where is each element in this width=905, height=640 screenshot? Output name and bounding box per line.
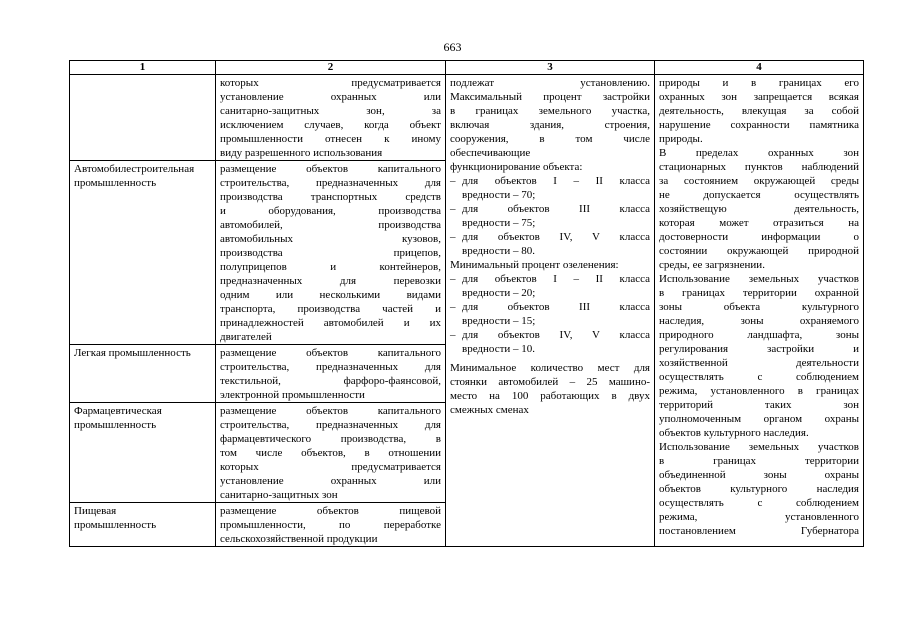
industry-description-line: промышленности, по переработке — [220, 519, 441, 531]
restrictions-text-line: уполномоченным органом охраны — [659, 413, 859, 425]
industry-description-line: промышленности отнесен к иному — [220, 133, 441, 145]
restrictions-text-line: наследия, зоны охраняемого — [659, 315, 859, 327]
industry-description-line: размещение объектов пищевой — [220, 505, 441, 517]
parameters-text-line: сооружения, в том числе — [450, 133, 650, 145]
industry-name-cell — [70, 503, 216, 547]
industry-description-line: строительства, предназначенных для — [220, 419, 441, 431]
dash-bullet: – — [450, 175, 456, 187]
industry-name: промышленность — [74, 177, 157, 189]
restrictions-text-line: охранных зон запрещается всякая — [659, 91, 859, 103]
industry-description-line: полуприцепов и контейнеров, — [220, 261, 441, 273]
restrictions-text-line: природного ландшафта, зоны — [659, 329, 859, 341]
industry-description-line: транспорта, производства частей и — [220, 303, 441, 315]
industry-description-line: принадлежностей автомобилей и их — [220, 317, 441, 329]
restrictions-text-line: не допускается осуществлять — [659, 189, 859, 201]
dash-bullet: – — [450, 329, 456, 341]
restrictions-text-line: зоны объекта культурного — [659, 301, 859, 313]
dash-bullet: – — [450, 231, 456, 243]
restrictions-text-line: хозяйствещую деятельность, — [659, 203, 859, 215]
restrictions-text-line: объектов культурного наследия. — [659, 427, 809, 439]
column-header: 2 — [216, 61, 446, 75]
restrictions-text-line: нарушение сохранности памятника — [659, 119, 859, 131]
industry-description-line: виду разрешенного использования — [220, 147, 383, 159]
restrictions-text-line: хозяйственной деятельности — [659, 357, 859, 369]
industry-description-line: и оборудования, производства — [220, 205, 441, 217]
restrictions-text-line: в границах территории охранной — [659, 287, 859, 299]
restrictions-text-line: природы и в границах его — [659, 77, 859, 89]
industry-description-line: размещение объектов капитального — [220, 163, 441, 175]
table-row — [70, 75, 864, 161]
list-item — [450, 272, 650, 300]
industry-name: Фармацевтическая — [74, 405, 162, 417]
column-header: 3 — [446, 61, 655, 75]
list-item — [450, 300, 650, 328]
list-item-text: для объектов IV, V класса вредности – 10. — [462, 329, 650, 355]
restrictions-text-line: природы. — [659, 133, 703, 145]
industry-name-cell — [70, 75, 216, 161]
industry-description-cell — [216, 75, 446, 161]
restrictions-text-line: осуществлять с соблюдением — [659, 371, 859, 383]
restrictions-text-line: В пределах охранных зон — [659, 147, 859, 159]
industry-description-line: установление охранных или — [220, 475, 441, 487]
parameters-text-line: обеспечивающие — [450, 147, 531, 159]
parking-text-line: смежных сменах — [450, 404, 529, 416]
industry-description-line: автомобильных кузовов, — [220, 233, 441, 245]
restrictions-text-line: которая может отразиться на — [659, 217, 859, 229]
industry-name: Автомобилестроительная — [74, 163, 195, 175]
industry-name: Легкая промышленность — [74, 347, 191, 359]
industry-description-line: двигателей — [220, 331, 272, 343]
industry-description-line: исключением случаев, когда объект — [220, 119, 441, 131]
zoning-table — [69, 60, 864, 547]
industry-description-line: том числе объектов, в отношении — [220, 447, 441, 459]
column-header: 1 — [70, 61, 216, 75]
industry-description-line: строительства, предназначенных для — [220, 361, 441, 373]
restrictions-text-line: Использование земельных участков — [659, 273, 859, 285]
restrictions-text-line: стационарных пунктов наблюдений — [659, 161, 859, 173]
column-header: 4 — [655, 61, 864, 75]
restrictions-text-line: осуществлять с соблюдением — [659, 497, 859, 509]
industry-description-cell — [216, 345, 446, 403]
industry-description-line: одним или несколькими видами — [220, 289, 441, 301]
industry-description-line: электронной промышленности — [220, 389, 365, 401]
list-item-text: для объектов III класса вредности – 75; — [462, 203, 650, 229]
parking-text-line: Минимальное количество мест для — [450, 362, 650, 374]
parameters-text-line: подлежат установлению. — [450, 77, 650, 89]
parameters-text-line: включая здания, строения, — [450, 119, 650, 131]
table-header-row — [70, 61, 864, 75]
restrictions-text-line: территорий таких зон — [659, 399, 859, 411]
industry-description-cell — [216, 403, 446, 503]
parking-text-line: стоянки автомобилей – 25 машино- — [450, 376, 650, 388]
parameters-text-line: в границах земельного участка, — [450, 105, 650, 117]
industry-description-line: размещение объектов капитального — [220, 405, 441, 417]
industry-description-line: которых предусматривается — [220, 461, 441, 473]
industry-name-cell — [70, 403, 216, 503]
industry-name: промышленность — [74, 419, 157, 431]
page-number: 663 — [443, 40, 462, 54]
industry-name: Пищевая — [74, 505, 117, 517]
restrictions-text-line: режима, установленного — [659, 511, 859, 523]
industry-description-line: санитарно-защитных зон, за — [220, 105, 441, 117]
restrictions-text-line: постановлением Губернатора — [659, 525, 859, 537]
industry-description-line: сельскохозяйственной продукции — [220, 533, 378, 545]
restrictions-text-line: объектов культурного наследия — [659, 483, 859, 495]
industry-description-line: установление охранных или — [220, 91, 441, 103]
list-item-text: для объектов I – II класса вредности – 70; — [462, 175, 650, 201]
dash-bullet: – — [450, 301, 456, 313]
industry-name-cell — [70, 345, 216, 403]
industry-description-line: производства транспортных средств — [220, 191, 441, 203]
green-area-title: Минимальный процент озеленения: — [450, 259, 619, 271]
list-item — [450, 230, 650, 258]
list-item — [450, 202, 650, 230]
list-item-text: для объектов III класса вредности – 15; — [462, 301, 650, 327]
restrictions-text-line: регулирования застройки и — [659, 343, 859, 355]
industry-name: промышленность — [74, 519, 157, 531]
parameters-cell — [446, 75, 655, 547]
industry-description-cell — [216, 503, 446, 547]
parking-text-line: место на 100 работающих в двух — [450, 390, 650, 402]
industry-description-line: строительства, предназначенных для — [220, 177, 441, 189]
parameters-text-line: Максимальный процент застройки — [450, 91, 650, 103]
list-item — [450, 174, 650, 202]
dash-bullet: – — [450, 273, 456, 285]
industry-description-line: фармацевтического производства, в — [220, 433, 441, 445]
dash-bullet: – — [450, 203, 456, 215]
restrictions-text-line: режима, установленного в границах — [659, 385, 859, 397]
list-item-text: для объектов I – II класса вредности – 20; — [462, 273, 650, 299]
restrictions-cell — [655, 75, 864, 547]
restrictions-text-line: Использование земельных участков — [659, 441, 859, 453]
parameters-text-line: функционирование объекта: — [450, 161, 583, 173]
industry-description-line: автомобилей, производства — [220, 219, 441, 231]
industry-description-cell — [216, 161, 446, 345]
industry-description-line: предназначенных для перевозки — [220, 275, 441, 287]
restrictions-text-line: состоянии окружающей природной — [659, 245, 859, 257]
restrictions-text-line: достоверности информации о — [659, 231, 859, 243]
industry-description-line: которых предусматривается — [220, 77, 441, 89]
restrictions-text-line: среды, ее загрязнении. — [659, 259, 765, 271]
industry-description-line: санитарно-защитных зон — [220, 489, 338, 501]
list-item-text: для объектов IV, V класса вредности – 80. — [462, 231, 650, 257]
industry-description-line: текстильной, фарфоро-фаянсовой, — [220, 375, 441, 387]
restrictions-text-line: объединенной зоны охраны — [659, 469, 859, 481]
industry-description-line: размещение объектов капитального — [220, 347, 441, 359]
list-item — [450, 328, 650, 356]
industry-name-cell — [70, 161, 216, 345]
restrictions-text-line: за состоянием окружающей среды — [659, 175, 859, 187]
restrictions-text-line: деятельность, влекущая за собой — [659, 105, 859, 117]
restrictions-text-line: в границах территории — [659, 455, 859, 467]
industry-description-line: производства прицепов, — [220, 247, 441, 259]
